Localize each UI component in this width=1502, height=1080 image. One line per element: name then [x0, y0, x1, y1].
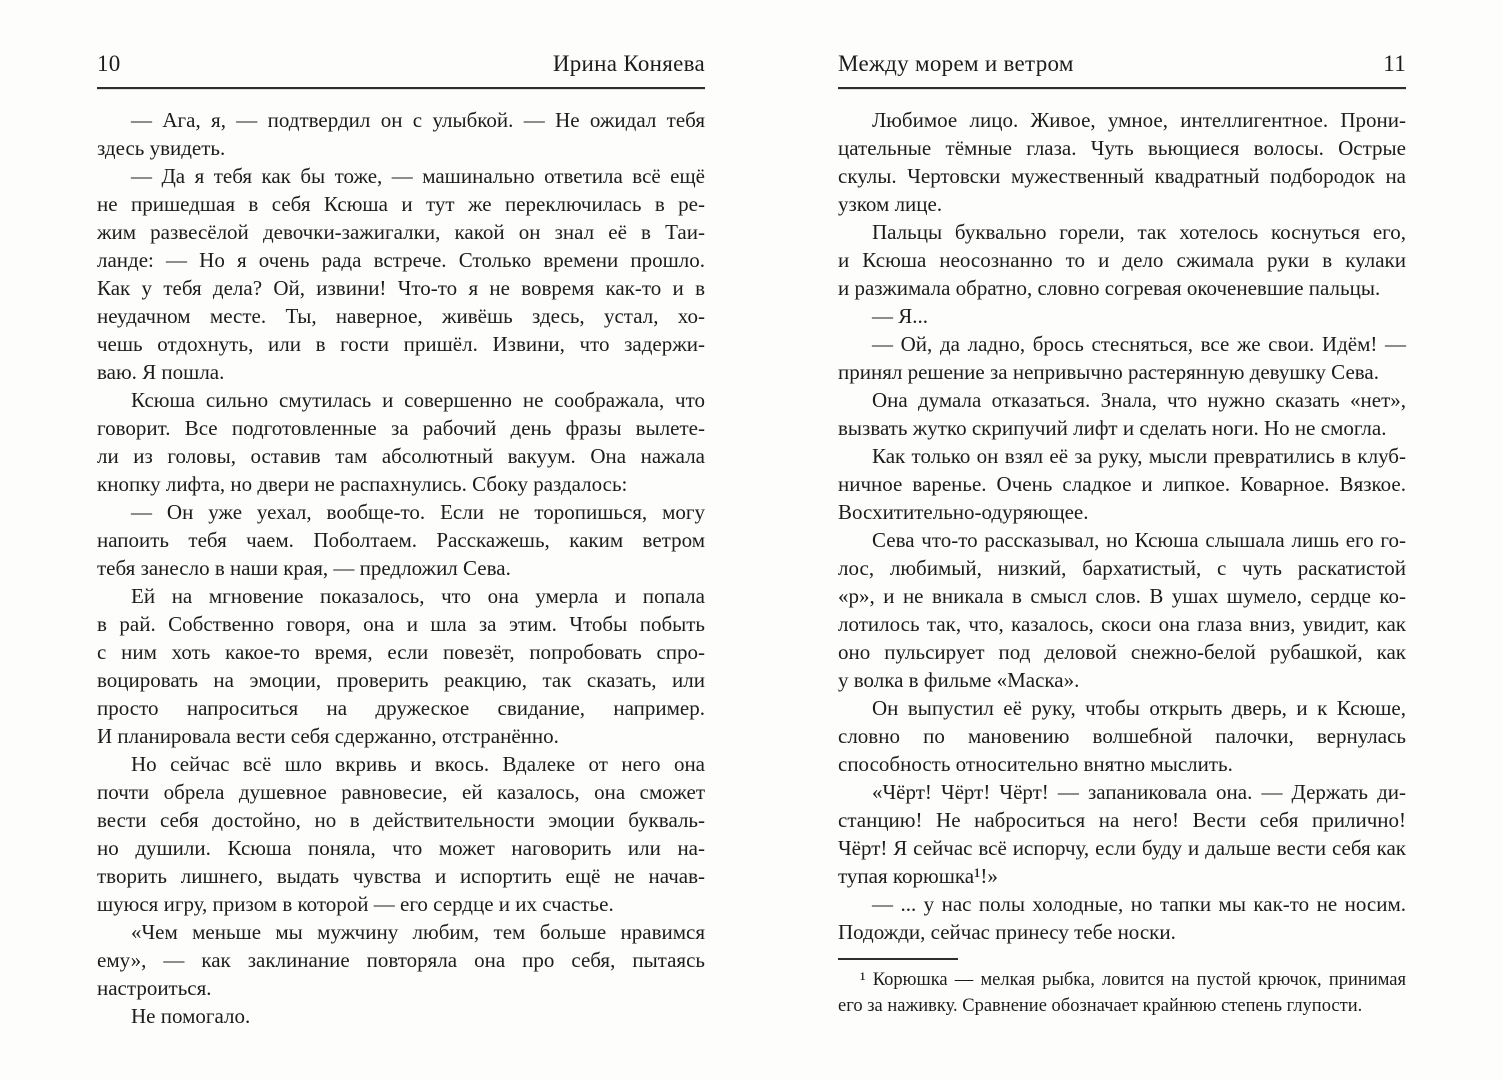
right-page — [838, 50, 1406, 1019]
text-line: лос, любимый, низкий, бархатистый, с чуть раскатистой — [838, 556, 1406, 580]
text-line: Чёрт! Я сейчас всё испорчу, если буду и дальше вести себя как — [838, 836, 1406, 860]
text-line: Ксюша сильно смутилась и совершенно не соображала, что — [131, 388, 705, 412]
text-line: просто напроситься на дружеское свидание, например. — [97, 696, 705, 720]
text-line: ланде: — Но я очень рада встрече. Столько времени прошло. — [97, 248, 705, 272]
text-line: напоить тебя чаем. Поболтаем. Расскажешь, каким ветром — [97, 528, 705, 552]
right-page-header — [838, 50, 1406, 87]
text-line: настроиться. — [97, 976, 212, 1000]
text-line: узком лице. — [838, 192, 943, 216]
text-line: ¹ Корюшка — мелкая рыбка, ловится на пустой крючок, принимая — [860, 970, 1406, 990]
text-line: ничное варенье. Очень сладкое и липкое. Коварное. Вязкое. — [838, 472, 1406, 496]
running-title: Ирина Коняева — [552, 51, 705, 76]
text-line: словно по мановению волшебной палочки, вернулась — [838, 724, 1406, 748]
text-line: Как только он взял её за руку, мысли превратились в клуб- — [872, 444, 1406, 468]
text-line: оно пульсирует под деловой снежно-белой рубашкой, как — [838, 640, 1406, 664]
text-line: ваю. Я пошла. — [97, 360, 225, 384]
left-page — [97, 50, 705, 1030]
text-line: Не помогало. — [131, 1004, 251, 1028]
text-line: тебя занесло в наши края, — предложил Сева. — [97, 556, 511, 580]
text-line: с ним хоть какое-то время, если повезёт, попробовать спро- — [97, 640, 705, 664]
text-line: Любимое лицо. Живое, умное, интеллигентное. Прони- — [872, 108, 1406, 132]
text-line: и Ксюша неосознанно то и дело сжимала руки в кулаки — [838, 248, 1406, 272]
text-line: «Чёрт! Чёрт! Чёрт! — запаниковала она. — Держать ди- — [872, 780, 1406, 804]
text-line: Восхитительно-одуряющее. — [838, 500, 1089, 524]
left-page-header — [97, 50, 705, 87]
text-line: — Я... — [872, 304, 929, 328]
text-line: способность относительно внятно мыслить. — [838, 752, 1233, 776]
page-body — [97, 106, 705, 1030]
running-title: Между морем и ветром — [838, 51, 1074, 76]
text-line: его за наживку. Сравнение обозначает крайнюю степень глупости. — [838, 996, 1363, 1016]
text-line: Сева что-то рассказывал, но Ксюша слышала лишь его го- — [872, 528, 1406, 552]
text-line: не пришедшая в себя Ксюша и тут же переключилась в ре- — [97, 192, 705, 216]
text-line: жим развесёлой девочки-зажигалки, какой он знал её в Таи- — [97, 220, 705, 244]
text-line: Она думала отказаться. Знала, что нужно сказать «нет», — [872, 388, 1406, 412]
text-line: — Он уже уехал, вообще-то. Если не торопишься, могу — [131, 500, 705, 524]
text-line: Но сейчас всё шло вкривь и вкось. Вдалеке от него она — [131, 752, 705, 776]
page-number: 10 — [97, 51, 121, 76]
text-line: вести себя достойно, но в действительности эмоции букваль- — [97, 808, 705, 832]
text-line: здесь увидеть. — [97, 136, 226, 160]
text-line: лотилось так, что, казалось, скоси она глаза вниз, увидит, как — [838, 612, 1406, 636]
text-line: творить лишнего, выдать чувства и испортить ещё не начав- — [97, 864, 705, 888]
text-line: — ... у нас полы холодные, но тапки мы как-то не носим. — [872, 892, 1406, 916]
text-line: принял решение за непривычно растерянную девушку Сева. — [838, 360, 1379, 384]
page-number: 11 — [1383, 51, 1406, 76]
text-line: скулы. Чертовски мужественный квадратный подбородок на — [838, 164, 1406, 188]
text-line: ему», — как заклинание повторяла она про себя, пытаясь — [97, 948, 705, 972]
text-line: Как у тебя дела? Ой, извини! Что-то я не вовремя как-то и в — [97, 276, 705, 300]
text-line: Он выпустил её руку, чтобы открыть дверь, и к Ксюше, — [872, 696, 1406, 720]
footnote — [838, 967, 1406, 1019]
text-line: шуюся игру, призом в которой — его сердце и их счастье. — [97, 892, 614, 916]
text-line: И планировала вести себя сдержанно, отстранённо. — [97, 724, 559, 748]
text-line: — Ой, да ладно, брось стесняться, все же свои. Идём! — — [872, 332, 1406, 356]
text-line: и разжимала обратно, словно согревая окоченевшие пальцы. — [838, 276, 1381, 300]
text-line: вызвать жутко скрипучий лифт и сделать ноги. Но не смогла. — [838, 416, 1387, 440]
text-line: цательные тёмные глаза. Чуть вьющиеся волосы. Острые — [838, 136, 1406, 160]
text-line: кнопку лифта, но двери не распахнулись. Сбоку раздалось: — [97, 472, 628, 496]
text-line: неудачном месте. Ты, наверное, живёшь здесь, устал, хо- — [97, 304, 705, 328]
footnote-separator — [838, 958, 958, 960]
text-line: Ей на мгновение показалось, что она умерла и попала — [131, 584, 705, 608]
text-line: — Да я тебя как бы тоже, — машинально ответила всё ещё — [131, 164, 705, 188]
text-line: Подожди, сейчас принесу тебе носки. — [838, 920, 1176, 944]
text-line: воцировать на эмоции, проверить реакцию, так сказать, или — [97, 668, 705, 692]
text-line: — Ага, я, — подтвердил он с улыбкой. — Не ожидал тебя — [131, 108, 705, 132]
text-line: тупая корюшка¹!» — [838, 864, 998, 888]
text-line: «р», и не вникала в смысл слов. В ушах шумело, сердце ко- — [838, 584, 1406, 608]
text-line: ли из головы, оставив там абсолютный вакуум. Она нажала — [97, 444, 705, 468]
text-line: чешь отдохнуть, или в гости пришёл. Извини, что задержи- — [97, 332, 705, 356]
page-body — [838, 106, 1406, 946]
text-line: Пальцы буквально горели, так хотелось коснуться его, — [872, 220, 1406, 244]
text-line: почти обрела душевное равновесие, ей казалось, она сможет — [97, 780, 705, 804]
text-line: станцию! Не наброситься на него! Вести себя прилично! — [838, 808, 1406, 832]
text-line: говорит. Все подготовленные за рабочий день фразы вылете- — [97, 416, 705, 440]
text-line: в рай. Собственно говоря, она и шла за этим. Чтобы побыть — [97, 612, 705, 636]
header-rule — [838, 87, 1406, 89]
header-rule — [97, 87, 705, 89]
text-line: у волка в фильме «Маска». — [838, 668, 1080, 692]
text-line: «Чем меньше мы мужчину любим, тем больше нравимся — [131, 920, 705, 944]
text-line: но душили. Ксюша поняла, что может наговорить или на- — [97, 836, 705, 860]
